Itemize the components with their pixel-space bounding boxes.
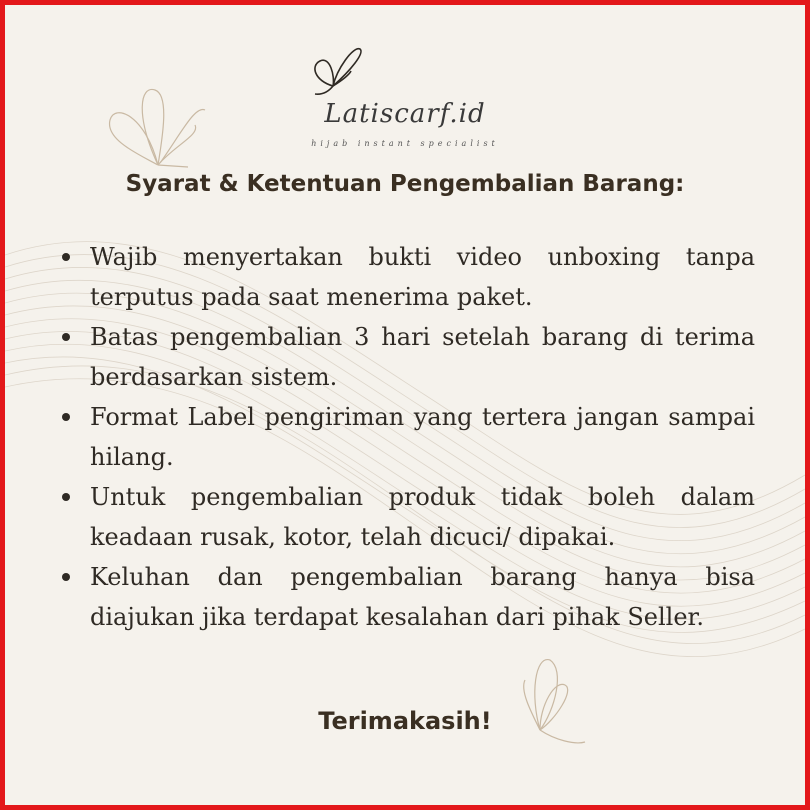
brand-logo bbox=[285, 41, 525, 161]
page-title: Syarat & Ketentuan Pengembalian Barang: bbox=[125, 171, 685, 197]
bullet-icon bbox=[62, 333, 70, 341]
brand-name: Latiscarf.id bbox=[324, 99, 486, 129]
rules-list bbox=[55, 237, 755, 637]
rule-item bbox=[55, 477, 755, 557]
rule-text: Format Label pengiriman yang tertera jangan sampai hilang. bbox=[90, 403, 755, 471]
bullet-icon bbox=[62, 573, 70, 581]
closing-message: Terimakasih! bbox=[318, 707, 492, 735]
butterfly-small-decoration-icon bbox=[495, 650, 595, 750]
butterfly-decoration-icon bbox=[100, 85, 220, 175]
rule-item bbox=[55, 557, 755, 637]
rule-text: Untuk pengembalian produk tidak boleh dalam keadaan rusak, kotor, telah dicuci/ dipakai. bbox=[90, 483, 755, 551]
bullet-icon bbox=[62, 493, 70, 501]
rule-item bbox=[55, 237, 755, 317]
bullet-icon bbox=[62, 253, 70, 261]
rule-text: Keluhan dan pengembalian barang hanya bisa diajukan jika terdapat kesalahan dari pihak Seller. bbox=[90, 563, 755, 631]
rule-item bbox=[55, 317, 755, 397]
brand-tagline: hijab instant specialist bbox=[311, 139, 499, 148]
bullet-icon bbox=[62, 413, 70, 421]
butterfly-logo-icon bbox=[305, 41, 365, 96]
rule-item bbox=[55, 397, 755, 477]
rule-text: Wajib menyertakan bukti video unboxing tanpa terputus pada saat menerima paket. bbox=[90, 243, 755, 311]
rule-text: Batas pengembalian 3 hari setelah barang di terima berdasarkan sistem. bbox=[90, 323, 755, 391]
